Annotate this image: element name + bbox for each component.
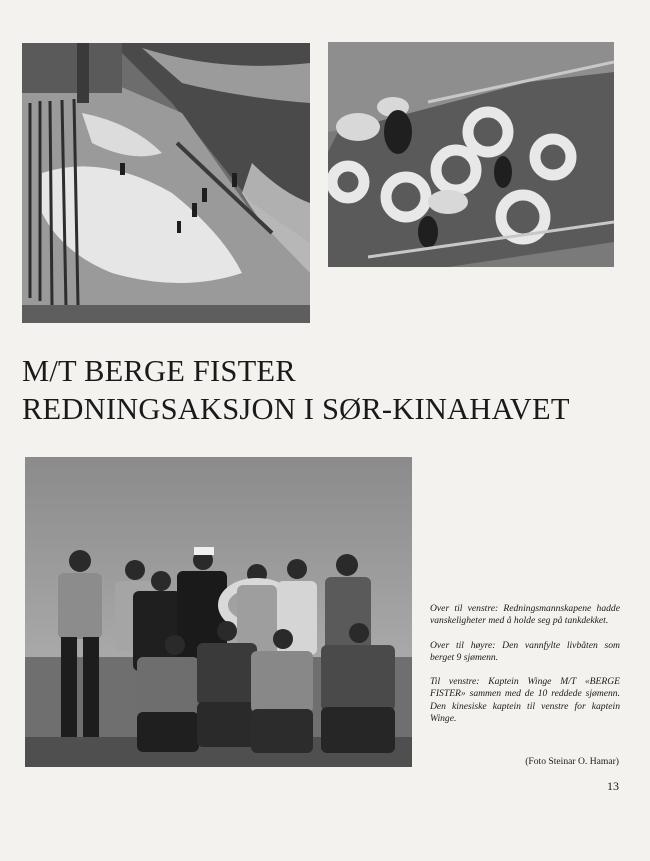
crew-group-photo: [25, 457, 412, 767]
caption-group: Til venstre: Kaptein Winge M/T «BERGE FISTER» sammen med de 10 reddede sjømenn. Den kinesiske kaptein til venstre for kaptein Winge.: [430, 676, 620, 725]
swamped-lifeboat-photo: [328, 42, 614, 267]
headline-line-1: M/T BERGE FISTER: [22, 354, 296, 388]
tanker-deck-photo: [22, 43, 310, 323]
caption-top-left: Over til venstre: Redningsmannskapene hadde vanskeligheter med å holde seg på tankdekket.: [430, 603, 620, 627]
article-headline: [22, 352, 632, 428]
photo-captions: [430, 603, 620, 737]
page-number: 13: [607, 779, 619, 793]
headline-line-2: REDNINGSAKSJON I SØR-KINAHAVET: [22, 392, 570, 426]
caption-top-right: Over til høyre: Den vannfylte livbåten som berget 9 sjømenn.: [430, 639, 620, 663]
photo-credit: (Foto Steinar O. Hamar): [525, 756, 619, 767]
